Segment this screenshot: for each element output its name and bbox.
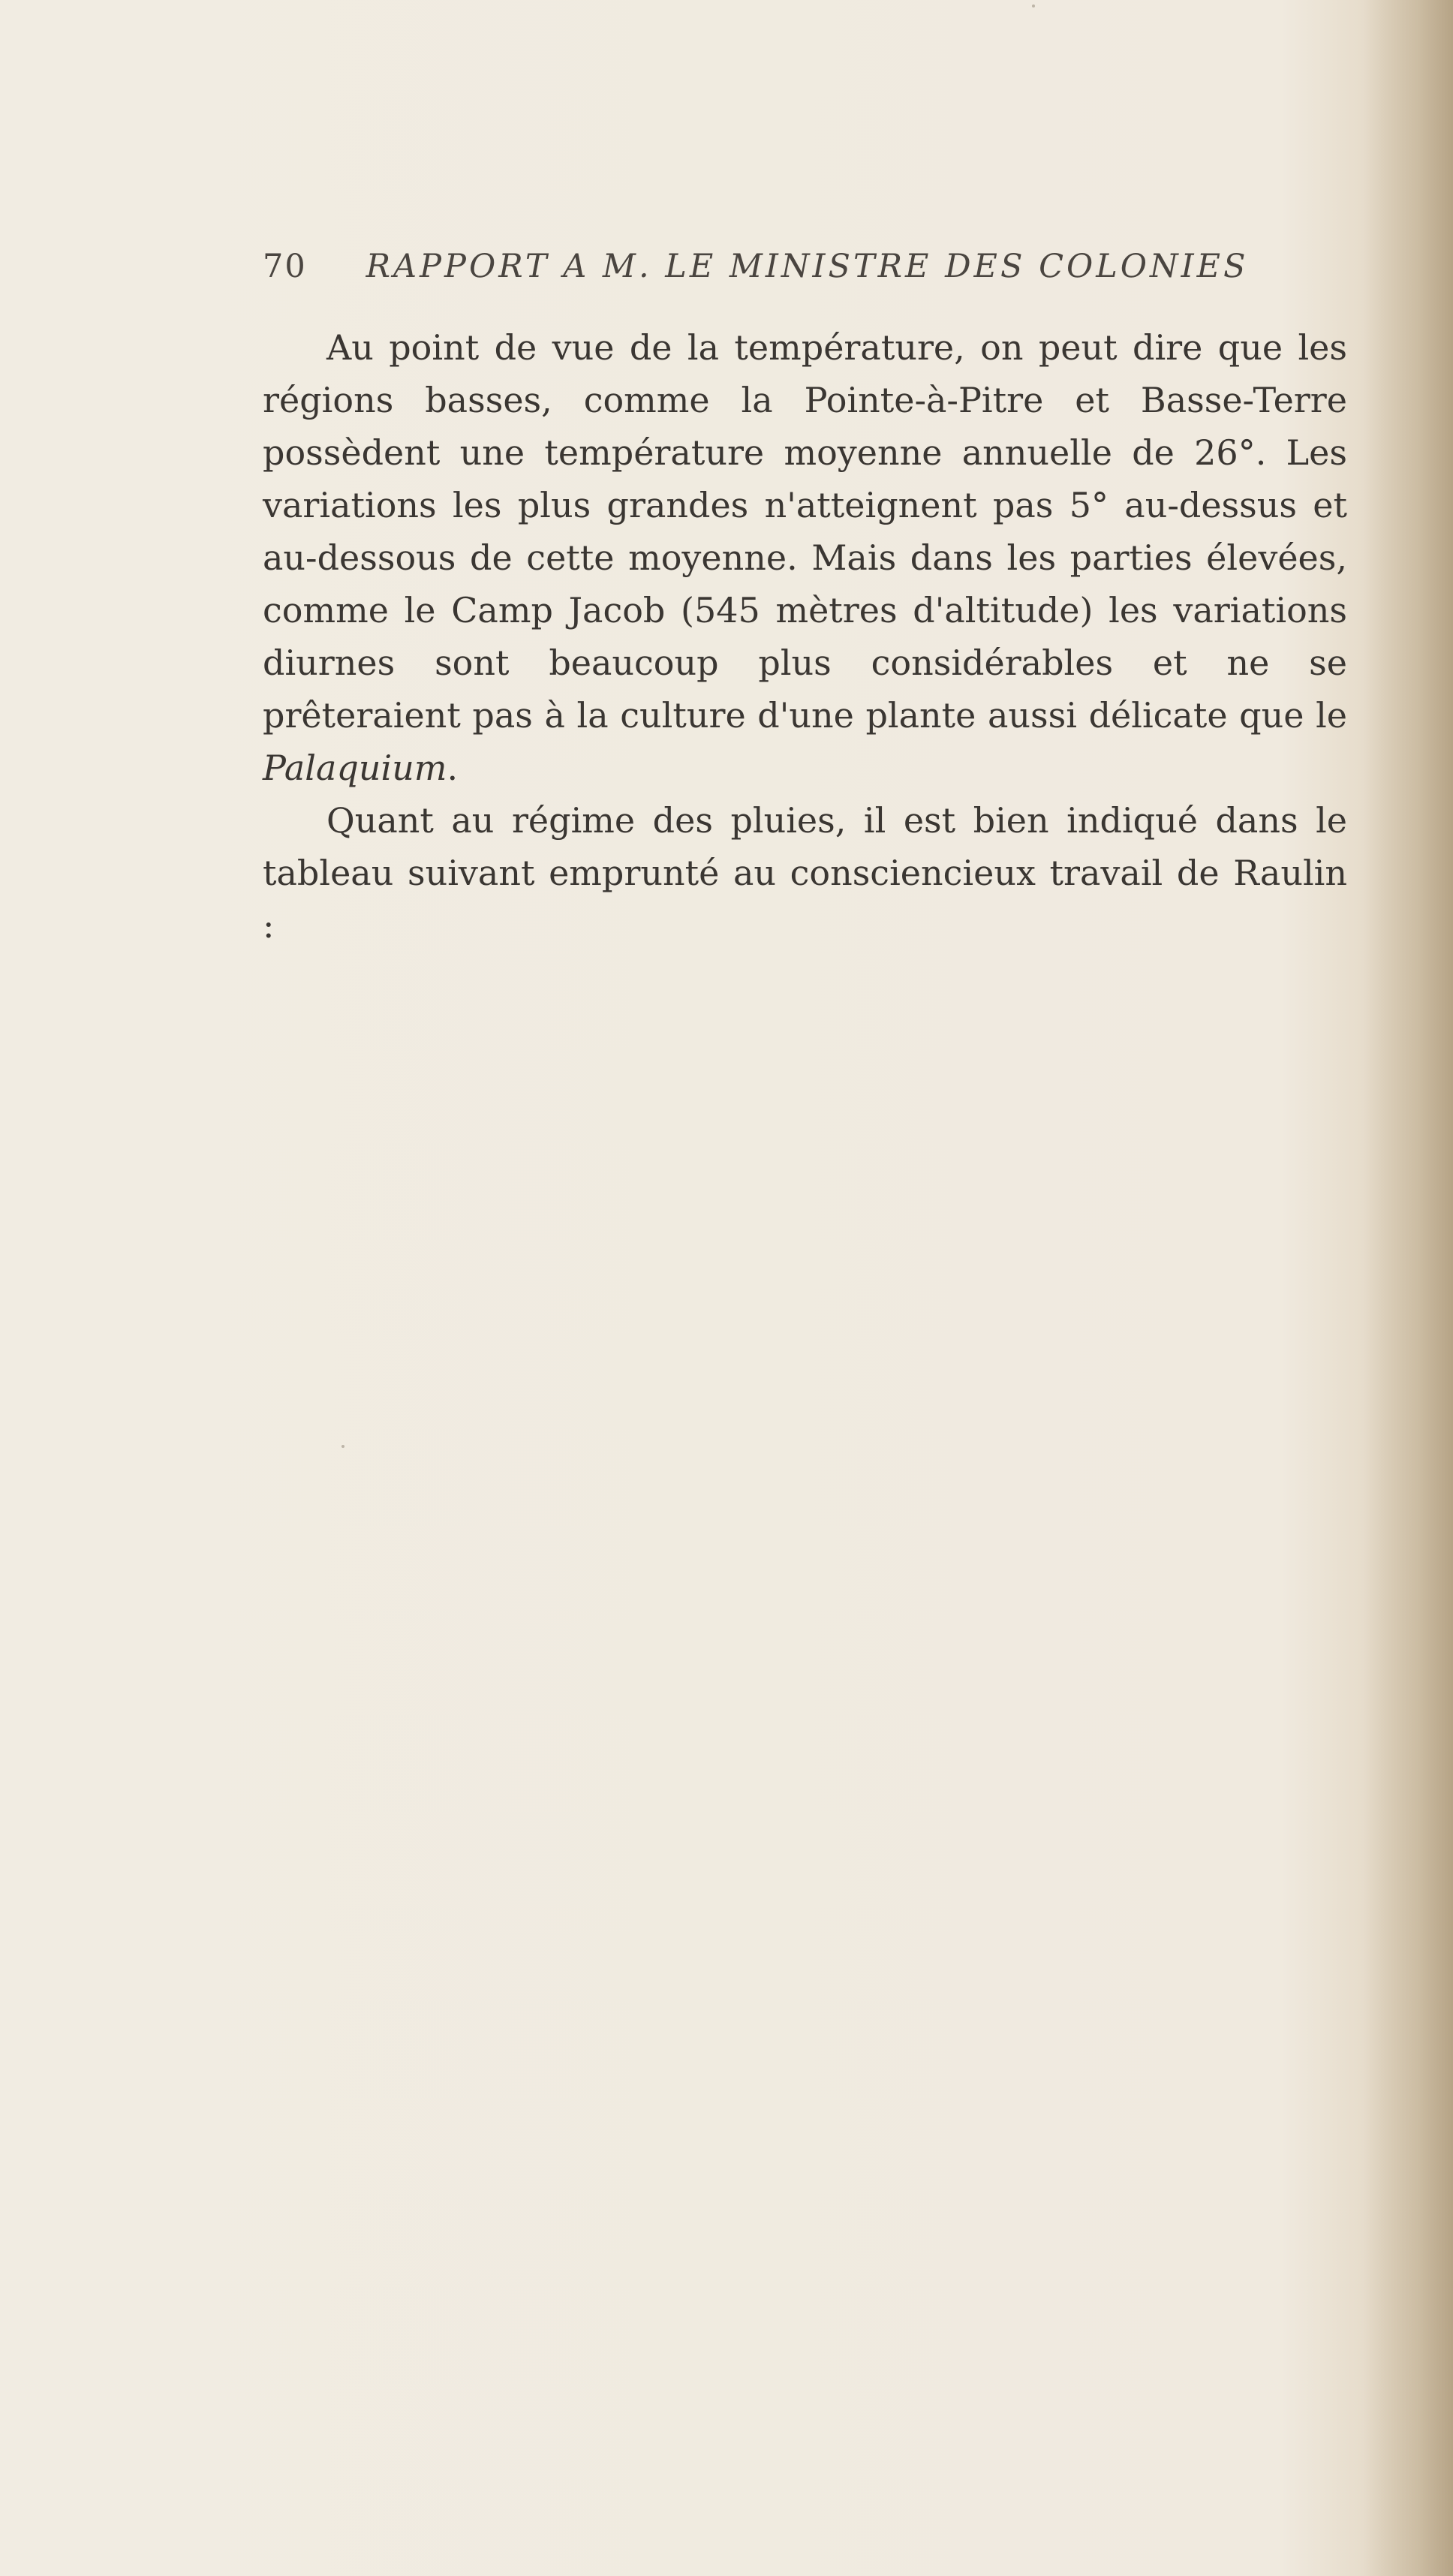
page-number: 70 xyxy=(263,248,307,285)
paragraph-rainfall-text: Quant au régime des pluies, il est bien indiqué dans le tableau suivant emprunté au consciencieux travail de Raulin : xyxy=(263,800,1347,946)
running-head xyxy=(263,248,1253,285)
running-head-title: RAPPORT A M. LE MINISTRE DES COLONIES xyxy=(366,248,1249,285)
paper-speck xyxy=(341,1445,344,1448)
palaquium-italic: Palaquium xyxy=(263,748,447,788)
paragraph-temperature-end: . xyxy=(447,748,459,788)
body-text xyxy=(263,321,1347,952)
binding-shadow xyxy=(1363,0,1453,2576)
paragraph-temperature xyxy=(263,321,1347,794)
paragraph-temperature-text: Au point de vue de la température, on peut dire que les régions basses, comme la Pointe-à-Pitre et Basse-Terre possèdent une température moyenne annuelle de 26°. Les variations les plus grandes n'atteignent pas 5° au-dessus et au-dessous de cette moyenne. Mais dans les parties élevées, comme le Camp Jacob (545 mètres d'altitude) les variations diurnes sont beaucoup plus considérables et ne se prêteraient pas à la culture d'une plante aussi délicate que le xyxy=(263,327,1347,736)
paragraph-rainfall xyxy=(263,794,1347,952)
paper-speck xyxy=(1032,5,1035,8)
